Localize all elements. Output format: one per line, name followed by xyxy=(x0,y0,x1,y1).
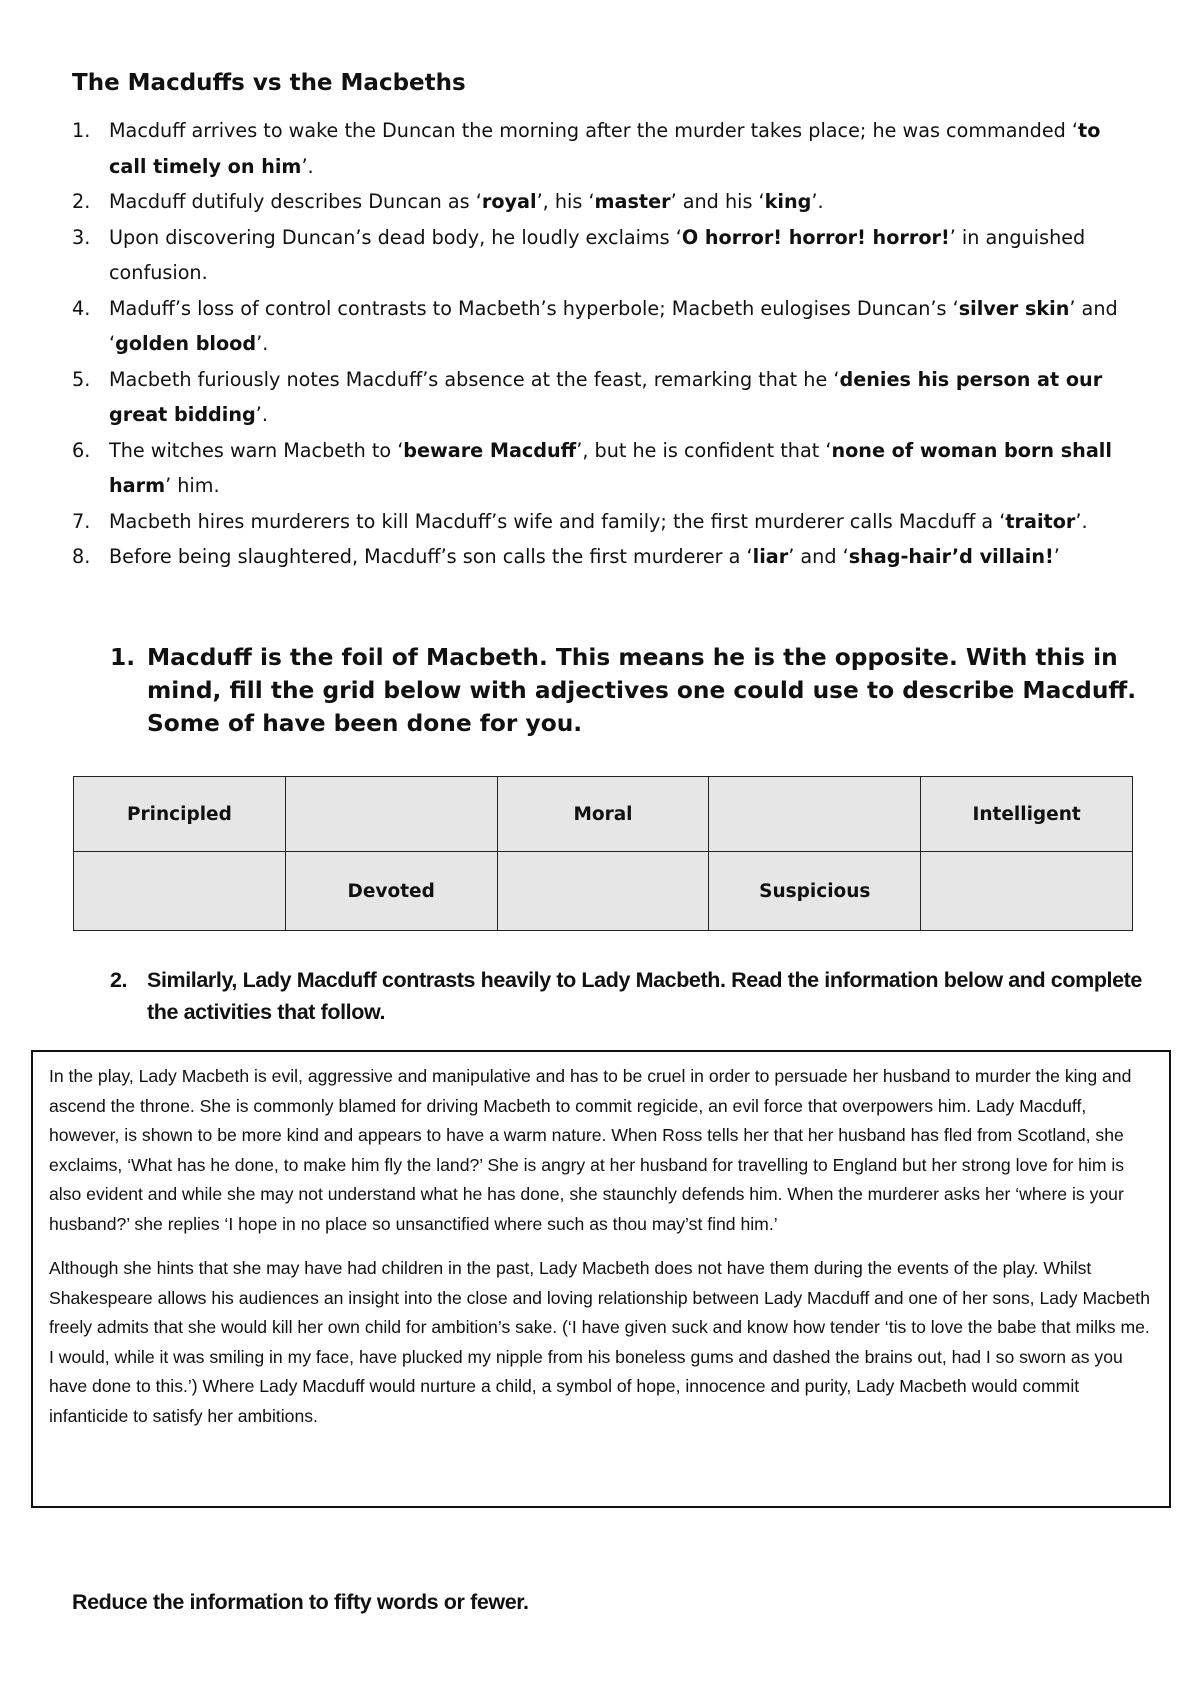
fact-item: 4. Maduff’s loss of control contrasts to Macbeth’s hyperbole; Macbeth eulogises Duncan’s ‘silver skin’ and ‘golden blood’. xyxy=(72,291,1132,362)
grid-cell[interactable] xyxy=(497,852,709,931)
question-2 xyxy=(110,964,1157,1028)
page-title: The Macduffs vs the Macbeths xyxy=(72,70,466,96)
fact-number: 1. xyxy=(72,119,91,142)
grid-cell[interactable] xyxy=(285,777,497,852)
quote: beware Macduff xyxy=(403,438,577,462)
task-instruction: Reduce the information to fifty words or fewer. xyxy=(72,1590,529,1614)
quote: to call timely on him xyxy=(109,119,1101,178)
info-paragraph: Although she hints that she may have had children in the past, Lady Macbeth does not have them during the events of the play. Whilst Shakespeare allows his audiences an insight into the close and loving relationship between Lady Macduff and one of her sons, Lady Macbeth freely admits that she would kill her own child for ambition’s sake. (‘I have given suck and know how tender ‘tis to love the babe that milks me. I would, while it was smiling in my face, have plucked my nipple from his boneless gums and dashed the brains out, had I so sworn as you have done to this.’) Where Lady Macduff would nurture a child, a symbol of hope, innocence and purity, Lady Macbeth would commit infanticide to satisfy her ambitions. xyxy=(49,1258,1150,1426)
quote: O horror! horror! horror! xyxy=(681,225,950,249)
fact-number: 6. xyxy=(72,438,91,462)
quote: master xyxy=(594,190,671,213)
grid-row xyxy=(74,852,1133,931)
quote: none of woman born shall harm xyxy=(109,438,1112,497)
grid-cell[interactable]: Intelligent xyxy=(921,777,1133,852)
information-box xyxy=(31,1050,1171,1508)
quote: traitor xyxy=(1005,509,1076,533)
question-text: Macduff is the foil of Macbeth. This means he is the opposite. With this in mind, fill the grid below with adjectives one could use to describe Macduff. Some of have been done for you. xyxy=(147,644,1137,737)
fact-number: 8. xyxy=(72,545,91,568)
quote: royal xyxy=(481,190,537,213)
fact-number: 2. xyxy=(72,190,91,213)
quote: silver skin xyxy=(958,296,1070,320)
fact-item: 8. Before being slaughtered, Macduff’s son calls the first murderer a ‘liar’ and ‘shag-hair’d villain!’ xyxy=(72,539,1132,575)
quote: denies his person at our great bidding xyxy=(109,367,1103,426)
fact-item: 2. Macduff dutifuly describes Duncan as ‘royal’, his ‘master’ and his ‘king’. xyxy=(72,184,1132,220)
quote: king xyxy=(764,190,812,213)
fact-item: 6. The witches warn Macbeth to ‘beware Macduff’, but he is confident that ‘none of woman born shall harm’ him. xyxy=(72,433,1132,504)
grid-cell[interactable] xyxy=(921,852,1133,931)
grid-cell[interactable]: Principled xyxy=(74,777,286,852)
grid-cell[interactable] xyxy=(74,852,286,931)
fact-number: 7. xyxy=(72,509,91,533)
question-number: 2. xyxy=(110,968,128,992)
fact-number: 5. xyxy=(72,367,91,391)
adjective-grid xyxy=(73,776,1133,931)
grid-cell[interactable] xyxy=(709,777,921,852)
grid-row xyxy=(74,777,1133,852)
grid-cell[interactable]: Moral xyxy=(497,777,709,852)
quote: liar xyxy=(752,545,789,568)
question-text: Similarly, Lady Macduff contrasts heavily to Lady Macbeth. Read the information below and complete the activities that follow. xyxy=(147,968,1142,1024)
fact-item: 3. Upon discovering Duncan’s dead body, he loudly exclaims ‘O horror! horror! horror!’ in anguished confusion. xyxy=(72,220,1132,291)
question-1 xyxy=(110,641,1157,740)
info-paragraph: In the play, Lady Macbeth is evil, aggressive and manipulative and has to be cruel in order to persuade her husband to murder the king and ascend the throne. She is commonly blamed for driving Macbeth to commit regicide, an evil force that overpowers him. Lady Macduff, however, is shown to be more kind and appears to have a warm nature. When Ross tells her that her husband has fled from Scotland, she exclaims, ‘What has he done, to make him fly the land?’ She is angry at her husband for travelling to England but her strong love for him is also evident and while she may not understand what he has done, she staunchly defends him. When the murderer asks her ‘where is your husband?’ she replies ‘I hope in no place so unsanctified where such as thou may’st find him.’ xyxy=(49,1066,1132,1234)
facts-list xyxy=(72,113,1132,575)
fact-number: 3. xyxy=(72,225,91,249)
fact-item: 7. Macbeth hires murderers to kill Macduff’s wife and family; the first murderer calls Macduff a ‘traitor’. xyxy=(72,504,1132,540)
quote: shag-hair’d villain! xyxy=(848,545,1054,568)
question-number: 1. xyxy=(110,644,136,671)
fact-item: 1. Macduff arrives to wake the Duncan the morning after the murder takes place; he was commanded ‘to call timely on him’. xyxy=(72,113,1132,184)
grid-cell[interactable]: Suspicious xyxy=(709,852,921,931)
quote: golden blood xyxy=(115,332,257,355)
grid-cell[interactable]: Devoted xyxy=(285,852,497,931)
fact-number: 4. xyxy=(72,296,91,320)
fact-item: 5. Macbeth furiously notes Macduff’s absence at the feast, remarking that he ‘denies his person at our great bidding’. xyxy=(72,362,1132,433)
